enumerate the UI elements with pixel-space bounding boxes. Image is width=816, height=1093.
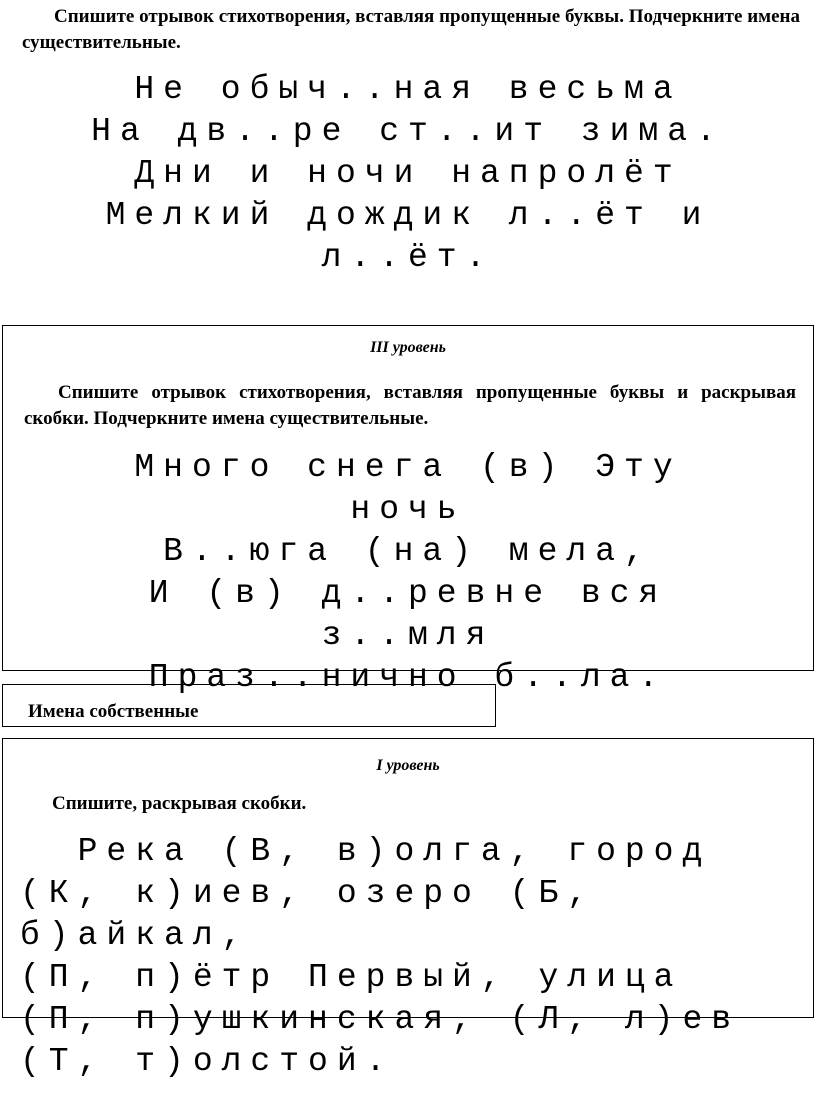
poem-line: б)айкал, (20, 917, 251, 954)
poem-line: Река (В, в)олга, город (20, 833, 712, 870)
poem-line: На дв..ре ст..ит зима. (91, 113, 725, 150)
poem-line: Праз..нично б..ла. (148, 659, 668, 696)
poem-line: Мелкий дождик л..ёт и (105, 197, 711, 234)
poem-line: В..юга (на) мела, (163, 533, 653, 570)
section-heading: Имена собственные (28, 701, 199, 722)
level-title: III уровень (370, 339, 446, 356)
poem-line: Дни и ночи напролёт (134, 155, 682, 192)
level-title: I уровень (376, 757, 440, 774)
poem-line: (П, п)ётр Первый, улица (20, 959, 683, 996)
poem-line: Не обыч..ная весьма (134, 71, 682, 108)
instruction-text: Спишите отрывок стихотворения, вставляя пропущенные буквы и раскрывая скобки. Подчеркните имена существительные. (24, 382, 796, 429)
poem-line: ночь (350, 491, 466, 528)
poem-line: з..мля (321, 617, 495, 654)
poem-line: (П, п)ушкинская, (Л, л)ев (20, 1001, 741, 1038)
instruction-text: Спишите, раскрывая скобки. (52, 793, 307, 814)
instruction-text: Спишите отрывок стихотворения, вставляя пропущенные буквы. Подчеркните имена существительные. (22, 6, 800, 53)
poem-line: л..ёт. (321, 239, 495, 276)
poem-line: (Т, т)олстой. (20, 1043, 395, 1080)
poem-line: Много снега (в) Эту (134, 449, 682, 486)
poem-line: И (в) д..ревне вся (148, 575, 668, 612)
poem-line: (К, к)иев, озеро (Б, (20, 875, 597, 912)
